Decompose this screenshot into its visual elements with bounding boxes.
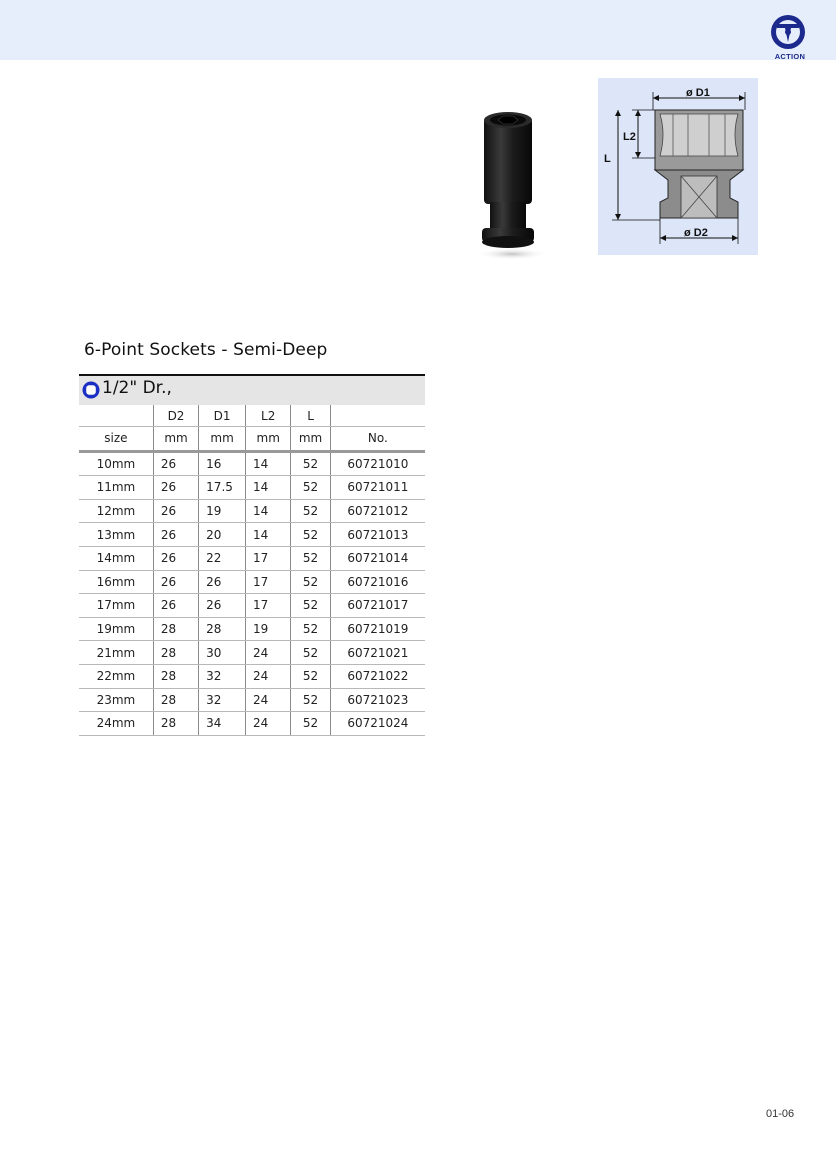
l-cell: 52 <box>291 688 330 712</box>
table-row <box>79 641 425 665</box>
d1-cell: 30 <box>199 641 246 665</box>
spec-table <box>79 405 425 736</box>
table-row <box>79 546 425 570</box>
l-cell: 52 <box>291 617 330 641</box>
table-row <box>79 451 425 476</box>
part-number-cell: 60721011 <box>330 476 425 500</box>
l2-cell: 17 <box>246 546 291 570</box>
part-number-cell: 60721016 <box>330 570 425 594</box>
square-drive-icon <box>82 381 100 399</box>
l-cell: 52 <box>291 641 330 665</box>
dimension-diagram <box>598 78 758 255</box>
d2-cell: 26 <box>153 594 198 618</box>
d2-cell: D2 <box>153 405 198 427</box>
d1-cell: 19 <box>199 499 246 523</box>
d1-cell: D1 <box>199 405 246 427</box>
part-number-cell: 60721024 <box>330 712 425 736</box>
size-cell: 22mm <box>79 664 153 688</box>
d1-cell: 34 <box>199 712 246 736</box>
d2-cell: 26 <box>153 476 198 500</box>
size-cell: 11mm <box>79 476 153 500</box>
d2-cell: 28 <box>153 664 198 688</box>
table-row <box>79 499 425 523</box>
size-cell: 17mm <box>79 594 153 618</box>
table-row <box>79 712 425 736</box>
d2-cell: 26 <box>153 523 198 547</box>
part-number-cell: 60721012 <box>330 499 425 523</box>
size-cell: 10mm <box>79 451 153 476</box>
page-number: 01-06 <box>766 1108 795 1120</box>
l2-cell: 14 <box>246 523 291 547</box>
table-row <box>79 664 425 688</box>
d2-cell: 28 <box>153 641 198 665</box>
part-number-cell: 60721023 <box>330 688 425 712</box>
size-cell: 14mm <box>79 546 153 570</box>
table-row <box>79 476 425 500</box>
table-unit-row <box>79 427 425 452</box>
table-row <box>79 570 425 594</box>
l-cell: L <box>291 405 330 427</box>
size-cell: 16mm <box>79 570 153 594</box>
l-label: L <box>604 153 611 165</box>
size-cell: 12mm <box>79 499 153 523</box>
l2-cell: mm <box>246 427 291 452</box>
size-cell: size <box>79 427 153 452</box>
l2-cell: 17 <box>246 594 291 618</box>
size-cell: 23mm <box>79 688 153 712</box>
l2-cell: L2 <box>246 405 291 427</box>
l2-cell: 24 <box>246 664 291 688</box>
table-row <box>79 688 425 712</box>
d2-cell: 26 <box>153 451 198 476</box>
section-title: 6-Point Sockets - Semi-Deep <box>84 340 328 360</box>
size-cell: 19mm <box>79 617 153 641</box>
l2-cell: 19 <box>246 617 291 641</box>
l2-cell: 24 <box>246 641 291 665</box>
l2-label: L2 <box>623 131 636 143</box>
header-band <box>0 0 836 60</box>
socket-photo <box>470 110 550 262</box>
l2-cell: 14 <box>246 499 291 523</box>
size-cell: 21mm <box>79 641 153 665</box>
d1-label: ø D1 <box>686 87 710 99</box>
l-cell: 52 <box>291 523 330 547</box>
d1-cell: 17.5 <box>199 476 246 500</box>
d2-cell: 28 <box>153 712 198 736</box>
d2-cell: 26 <box>153 570 198 594</box>
part-number-cell: 60721013 <box>330 523 425 547</box>
part-number-cell: 60721017 <box>330 594 425 618</box>
part-number-cell: No. <box>330 427 425 452</box>
d1-cell: 28 <box>199 617 246 641</box>
l-cell: 52 <box>291 476 330 500</box>
l-cell: mm <box>291 427 330 452</box>
l2-cell: 14 <box>246 451 291 476</box>
d1-cell: 22 <box>199 546 246 570</box>
part-number-cell <box>330 405 425 427</box>
d1-cell: 32 <box>199 688 246 712</box>
d1-cell: 32 <box>199 664 246 688</box>
l2-cell: 24 <box>246 688 291 712</box>
d2-cell: 28 <box>153 688 198 712</box>
d2-cell: 28 <box>153 617 198 641</box>
d1-cell: 26 <box>199 570 246 594</box>
table-row <box>79 523 425 547</box>
l-cell: 52 <box>291 594 330 618</box>
l-cell: 52 <box>291 712 330 736</box>
drive-size-band <box>79 374 425 405</box>
d2-cell: 26 <box>153 499 198 523</box>
d1-cell: 20 <box>199 523 246 547</box>
part-number-cell: 60721010 <box>330 451 425 476</box>
size-cell: 13mm <box>79 523 153 547</box>
l-cell: 52 <box>291 499 330 523</box>
drive-size-label: 1/2" Dr., <box>102 378 172 398</box>
l-cell: 52 <box>291 664 330 688</box>
l-cell: 52 <box>291 570 330 594</box>
part-number-cell: 60721019 <box>330 617 425 641</box>
size-cell: 24mm <box>79 712 153 736</box>
table-header-row <box>79 405 425 427</box>
size-cell <box>79 405 153 427</box>
part-number-cell: 60721014 <box>330 546 425 570</box>
l2-cell: 17 <box>246 570 291 594</box>
part-number-cell: 60721021 <box>330 641 425 665</box>
brand-name: ACTION <box>774 52 806 61</box>
d1-cell: mm <box>199 427 246 452</box>
table-row <box>79 594 425 618</box>
d1-cell: 16 <box>199 451 246 476</box>
l-cell: 52 <box>291 546 330 570</box>
d2-cell: mm <box>153 427 198 452</box>
part-number-cell: 60721022 <box>330 664 425 688</box>
l-cell: 52 <box>291 451 330 476</box>
table-row <box>79 617 425 641</box>
d2-label: ø D2 <box>684 227 708 239</box>
l2-cell: 24 <box>246 712 291 736</box>
d1-cell: 26 <box>199 594 246 618</box>
l2-cell: 14 <box>246 476 291 500</box>
d2-cell: 26 <box>153 546 198 570</box>
